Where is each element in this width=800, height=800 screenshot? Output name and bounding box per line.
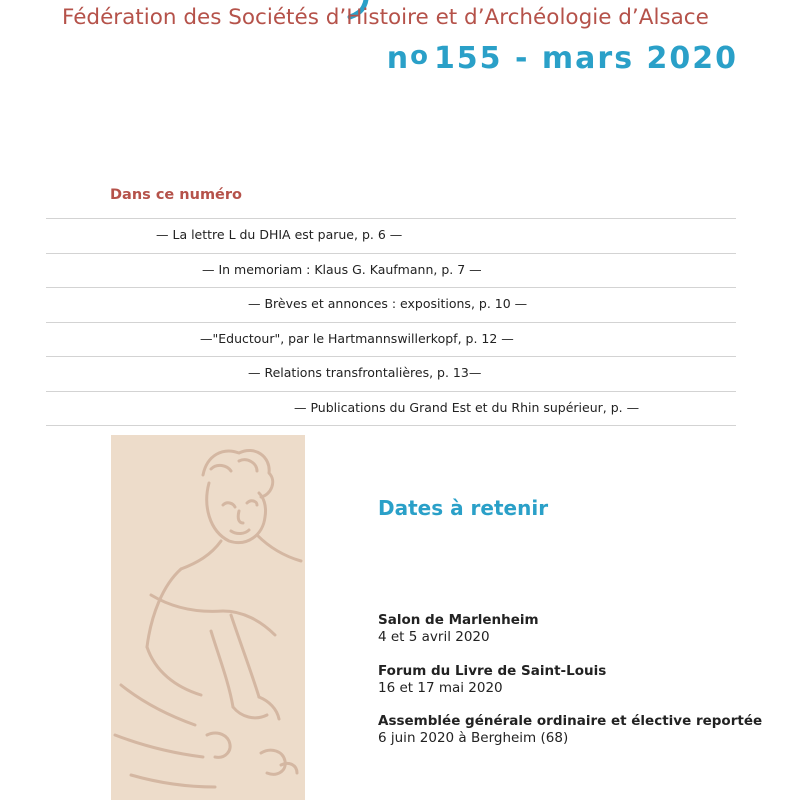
toc-item[interactable]: — In memoriam : Klaus G. Kaufmann, p. 7 —	[202, 261, 482, 277]
event-item	[378, 663, 606, 697]
event-date: 16 et 17 mai 2020	[378, 680, 503, 696]
event-item	[378, 713, 762, 747]
toc-row	[46, 254, 736, 289]
toc-row	[46, 392, 736, 427]
toc-row	[46, 219, 736, 254]
event-item	[378, 612, 539, 646]
toc-row	[46, 357, 736, 392]
toc-item[interactable]: — Relations transfrontalières, p. 13—	[248, 365, 482, 380]
dates-title: Dates à retenir	[378, 496, 549, 520]
toc-item[interactable]: — Brèves et annonces : expositions, p. 10 —	[248, 296, 528, 311]
issue-prefix: n	[386, 41, 411, 76]
toc-title: Dans ce numéro	[110, 187, 243, 203]
event-name: Assemblée générale ordinaire et élective reportée	[378, 713, 763, 729]
issue-rest: 155 - mars 2020	[433, 41, 738, 76]
federation-title: Fédération des Sociétés d’Histoire et d’Archéologie d’Alsace	[62, 5, 709, 30]
issue-sup: o	[410, 41, 428, 71]
toc-item[interactable]: — La lettre L du DHIA est parue, p. 6 —	[156, 227, 403, 242]
medieval-figure-drawing-icon	[111, 435, 305, 800]
issue-number	[387, 41, 738, 76]
toc-row	[46, 288, 736, 323]
toc-item[interactable]: — Publications du Grand Est et du Rhin supérieur, p. —	[294, 399, 640, 415]
table-of-contents	[46, 218, 736, 426]
event-name: Salon de Marlenheim	[378, 612, 539, 628]
event-date: 6 juin 2020 à Bergheim (68)	[378, 730, 569, 746]
event-name: Forum du Livre de Saint-Louis	[378, 663, 607, 679]
medieval-figure-illustration	[111, 435, 305, 800]
event-date: 4 et 5 avril 2020	[378, 629, 490, 645]
toc-item[interactable]: —"Eductour", par le Hartmannswillerkopf, p. 12 —	[200, 330, 514, 346]
toc-row	[46, 323, 736, 358]
